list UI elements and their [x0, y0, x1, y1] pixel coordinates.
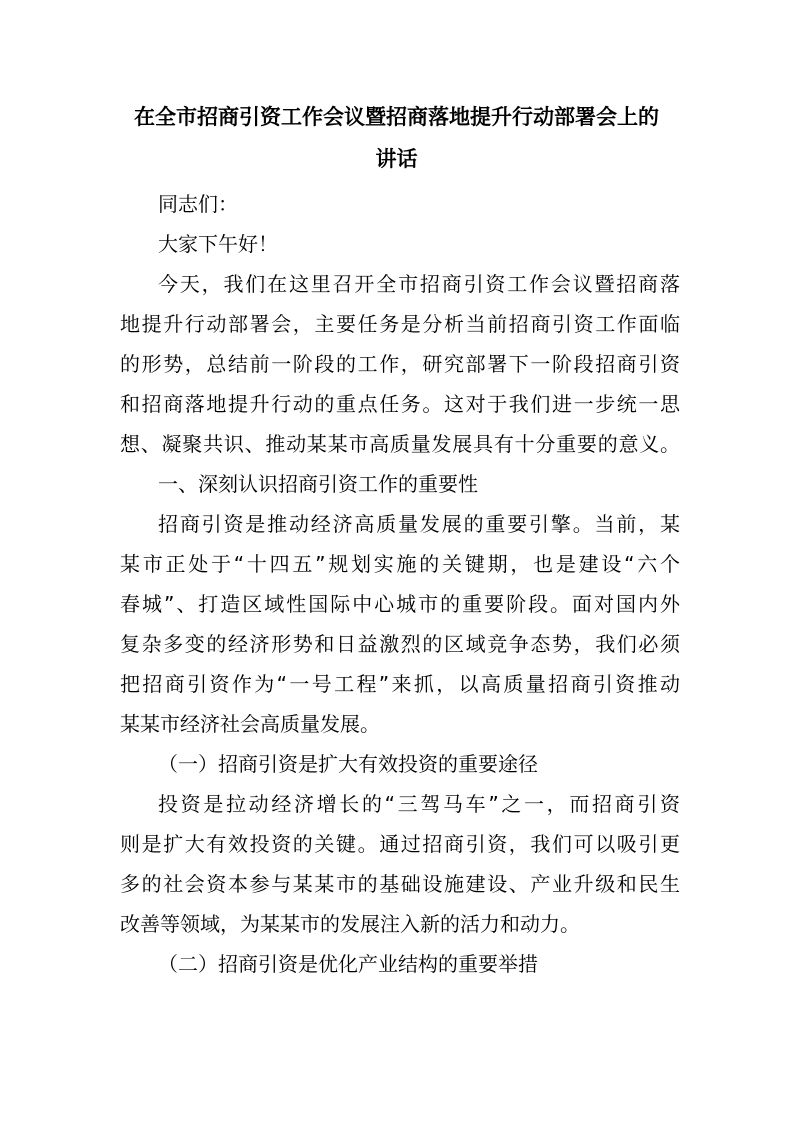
intro-line: 和招商落地提升行动的重点任务。这对于我们进一步统一思 — [120, 392, 680, 416]
subsection-1-heading: （一）招商引资是扩大有效投资的重要途径 — [158, 752, 538, 776]
subsection-2-heading: （二）招商引资是优化产业结构的重要举措 — [158, 952, 538, 976]
greeting: 大家下午好！ — [158, 232, 278, 256]
document-title-line-2: 讲话 — [375, 147, 418, 171]
section-1-line: 春城”、打造区域性国际中心城市的重要阶段。面对国内外 — [120, 592, 680, 616]
section-1-line: 把招商引资作为“一号工程”来抓，以高质量招商引资推动 — [120, 672, 680, 696]
section-1-heading: 一、深刻认识招商引资工作的重要性 — [158, 472, 478, 496]
subsection-1-line: 多的社会资本参与某某市的基础设施建设、产业升级和民生 — [120, 872, 680, 896]
document-title-line-1: 在全市招商引资工作会议暨招商落地提升行动部署会上的 — [134, 105, 659, 129]
intro-line: 的形势，总结前一阶段的工作，研究部署下一阶段招商引资 — [120, 352, 680, 376]
salutation: 同志们： — [158, 192, 238, 216]
intro-line: 今天，我们在这里召开全市招商引资工作会议暨招商落 — [158, 272, 680, 296]
subsection-1-line: 投资是拉动经济增长的“三驾马车”之一，而招商引资 — [158, 792, 680, 816]
section-1-line: 复杂多变的经济形势和日益激烈的区域竞争态势，我们必须 — [120, 632, 680, 656]
intro-line: 想、凝聚共识、推动某某市高质量发展具有十分重要的意义。 — [120, 432, 680, 456]
section-1-line: 招商引资是推动经济高质量发展的重要引擎。当前，某 — [158, 512, 680, 536]
section-1-line: 某市正处于“十四五”规划实施的关键期，也是建设“六个 — [120, 552, 680, 576]
subsection-1-line: 则是扩大有效投资的关键。通过招商引资，我们可以吸引更 — [120, 832, 680, 856]
section-1-line: 某某市经济社会高质量发展。 — [120, 712, 380, 736]
subsection-1-line: 改善等领域，为某某市的发展注入新的活力和动力。 — [120, 912, 580, 936]
intro-line: 地提升行动部署会，主要任务是分析当前招商引资工作面临 — [120, 312, 680, 336]
